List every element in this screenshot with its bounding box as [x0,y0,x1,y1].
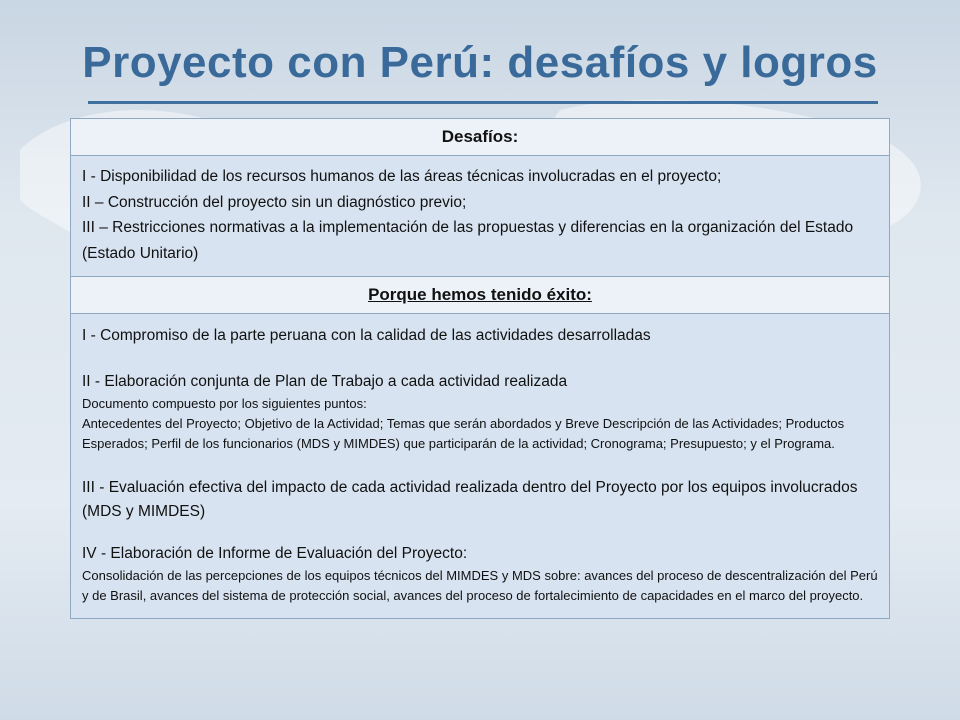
success-point-2-intro: Documento compuesto por los siguientes puntos: [82,396,367,411]
success-point-2-detail: Antecedentes del Proyecto; Objetivo de la Actividad; Temas que serán abordados y Breve Descripción de las Actividades; Productos Esperados; Perfil de los funcionarios (MDS y MIMDES) que participarán de la actividad; Cronograma; Presupuesto; y el Programa. [82,416,845,451]
challenge-item: II – Construcción del proyecto sin un diagnóstico previo; [82,193,467,211]
success-heading: Porque hemos tenido éxito: [71,276,889,314]
success-point-2: II - Elaboración conjunta de Plan de Trabajo a cada actividad realizada [82,373,568,390]
challenges-heading: Desafíos: [71,119,889,156]
success-point-4-detail: Consolidación de las percepciones de los equipos técnicos del MIMDES y MDS sobre: avances del proceso de descentralización del Perú y de Brasil, avances del sistema de protección social, avances del proceso de fortalecimiento de capacidades en el marco del proyecto. [82,568,878,603]
content-panel [70,118,890,619]
success-list [71,314,889,618]
success-point-1: I - Compromiso de la parte peruana con la calidad de las actividades desarrolladas [82,327,651,344]
success-point-4: IV - Elaboración de Informe de Evaluación del Proyecto: [82,545,468,562]
success-point-3: III - Evaluación efectiva del impacto de cada actividad realizada dentro del Proyecto por los equipos involucrados (MDS y MIMDES) [82,479,858,520]
challenge-item: III – Restricciones normativas a la implementación de las propuestas y diferencias en la organización del Estado (Estado Unitario) [82,219,854,262]
title-underline [88,101,878,104]
slide-title: Proyecto con Perú: desafíos y logros [82,38,878,87]
challenges-list [71,156,889,276]
challenge-item: I - Disponibilidad de los recursos humanos de las áreas técnicas involucradas en el proyecto; [82,168,722,185]
